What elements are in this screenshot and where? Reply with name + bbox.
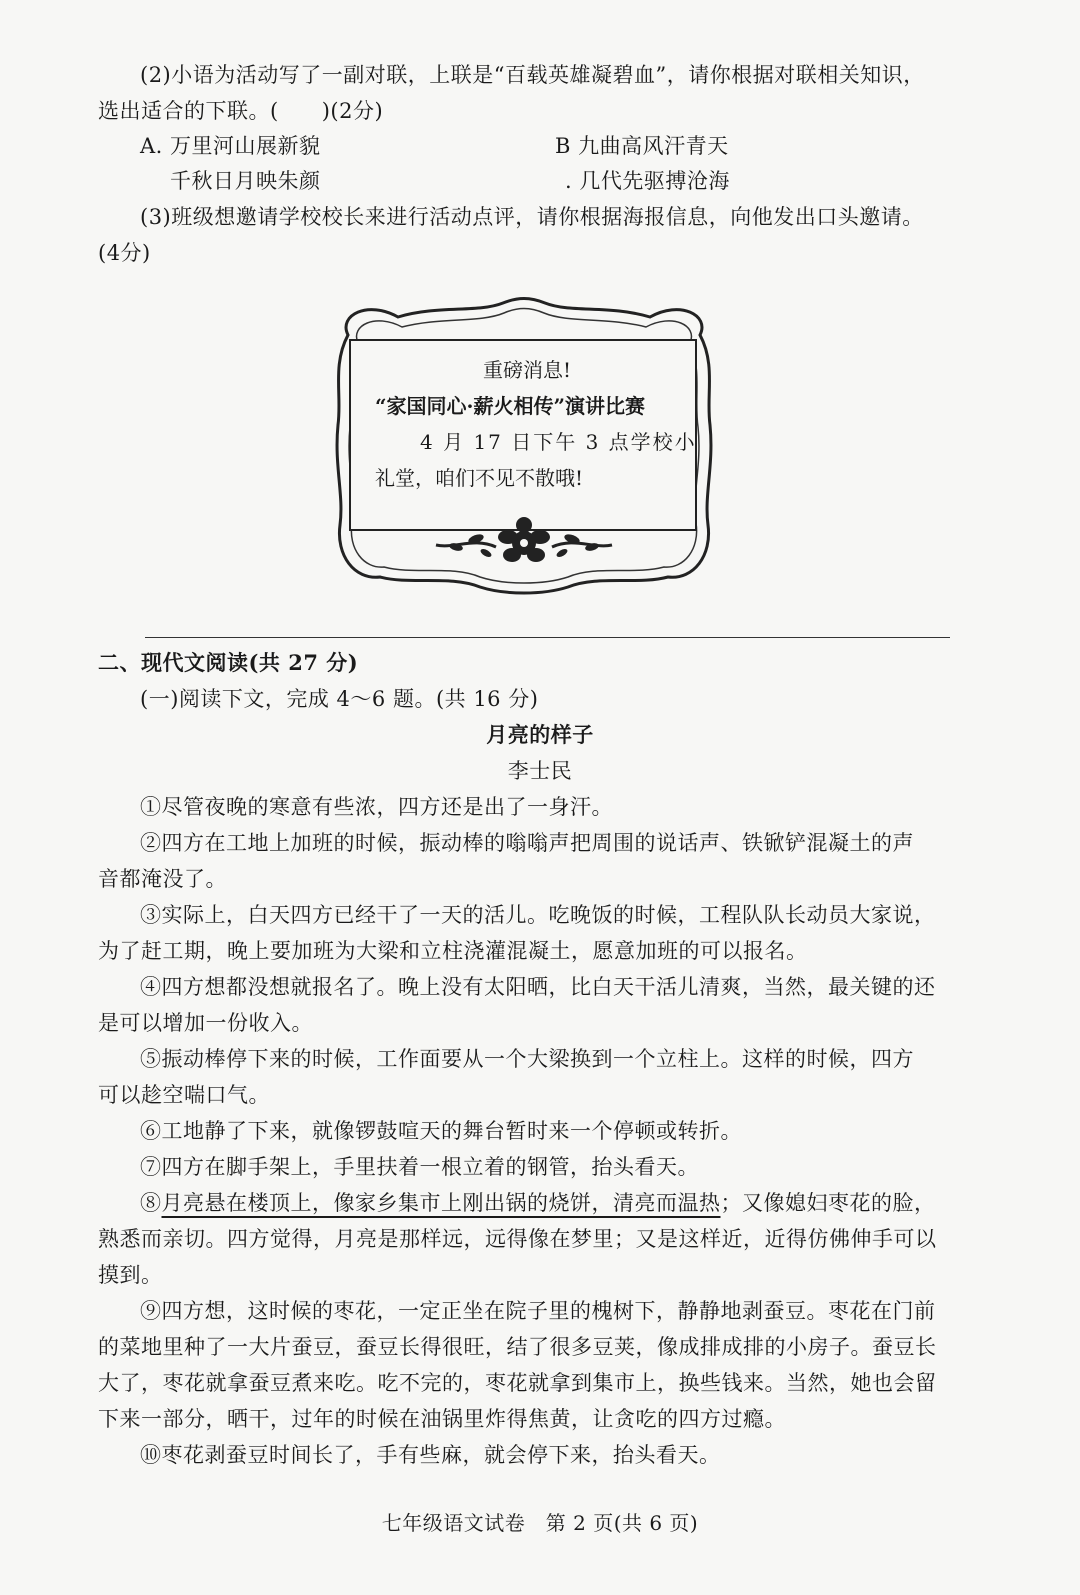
- paragraph-3-line-2: 为了赶工期，晚上要加班为大梁和立柱浇灌混凝土，愿意加班的可以报名。: [98, 939, 808, 963]
- paragraph-1: ①尽管夜晚的寒意有些浓，四方还是出了一身汗。: [140, 795, 613, 819]
- paragraph-9-line-3: 大了，枣花就拿蚕豆煮来吃。吃不完的，枣花就拿到集市上，换些钱来。当然，她也会留: [98, 1371, 937, 1395]
- paragraph-8-line-3: 摸到。: [98, 1263, 163, 1287]
- paragraph-4-line-2: 是可以增加一份收入。: [98, 1011, 313, 1035]
- paragraph-3-line-1: ③实际上，白天四方已经干了一天的活儿。吃晚饭的时候，工程队队长动员大家说，: [140, 903, 936, 927]
- poster-place-line: 礼堂，咱们不见不散哦!: [375, 466, 584, 490]
- paragraph-8-line-1: [140, 1188, 936, 1218]
- option-a-line-1: A. 万里河山展新貌: [140, 134, 321, 158]
- paragraph-9-line-4: 下来一部分，晒干，过年的时候在油锅里炸得焦黄，让贪吃的四方过瘾。: [98, 1407, 786, 1431]
- paragraph-5-line-1: ⑤振动棒停下来的时候，工作面要从一个大梁换到一个立柱上。这样的时候，四方: [140, 1047, 914, 1071]
- article-title: 月亮的样子: [486, 722, 594, 747]
- poster-time-line: 4 月 17 日下午 3 点学校小: [420, 430, 697, 454]
- option-a-line-2: 千秋日月映朱颜: [170, 169, 321, 193]
- question-2-line-2: 选出适合的下联。( )(2分): [98, 99, 384, 123]
- paragraph-4-line-1: ④四方想都没想就报名了。晚上没有太阳晒，比白天干活儿清爽，当然，最关键的还: [140, 975, 936, 999]
- question-3-line-1: (3)班级想邀请学校校长来进行活动点评，请你根据海报信息，向他发出口头邀请。: [140, 205, 924, 229]
- paragraph-10: ⑩枣花剥蚕豆时间长了，手有些麻，就会停下来，抬头看天。: [140, 1443, 721, 1467]
- article-author: 李士民: [507, 759, 573, 783]
- paragraph-8-line-2: 熟悉而亲切。四方觉得，月亮是那样远，远得像在梦里；又是这样近，近得仿佛伸手可以: [98, 1227, 937, 1251]
- paragraph-8-line-1-rest: ；又像媳妇枣花的脸，: [720, 1191, 936, 1215]
- paragraph-9-line-2: 的菜地里种了一大片蚕豆，蚕豆长得很旺，结了很多豆荚，像成排成排的小房子。蚕豆长: [98, 1335, 937, 1359]
- paragraph-7: ⑦四方在脚手架上，手里扶着一根立着的钢管，抬头看天。: [140, 1155, 699, 1179]
- paragraph-2-line-2: 音都淹没了。: [98, 867, 227, 891]
- paragraph-8-number: ⑧: [140, 1191, 162, 1215]
- paragraph-2-line-1: ②四方在工地上加班的时候，振动棒的嗡嗡声把周围的说话声、铁锨铲混凝土的声: [140, 831, 914, 855]
- option-b-line-1: B 九曲高风汗青天: [555, 134, 729, 158]
- option-b-line-2: . 几代先驱搏沧海: [565, 169, 730, 193]
- underlined-sentence: 月亮悬在楼顶上，像家乡集市上刚出锅的烧饼，清亮而温热: [161, 1191, 721, 1215]
- paragraph-5-line-2: 可以趁空喘口气。: [98, 1083, 270, 1107]
- page-footer: 七年级语文试卷 第 2 页(共 6 页): [381, 1511, 699, 1535]
- poster-event-title: “家国同心·薪火相传”演讲比赛: [375, 394, 645, 418]
- paragraph-6: ⑥工地静了下来，就像锣鼓喧天的舞台暂时来一个停顿或转折。: [140, 1119, 742, 1143]
- section-2-subheading: (一)阅读下文，完成 4～6 题。(共 16 分): [140, 687, 539, 711]
- section-divider: [145, 637, 950, 638]
- poster-headline: 重磅消息!: [483, 358, 572, 382]
- paragraph-9-line-1: ⑨四方想，这时候的枣花，一定正坐在院子里的槐树下，静静地剥蚕豆。枣花在门前: [140, 1299, 936, 1323]
- section-2-heading: 二、现代文阅读(共 27 分): [98, 650, 359, 675]
- question-2-line-1: (2)小语为活动写了一副对联，上联是“百载英雄凝碧血”，请你根据对联相关知识，: [140, 63, 925, 87]
- question-3-line-2: (4分): [98, 241, 151, 265]
